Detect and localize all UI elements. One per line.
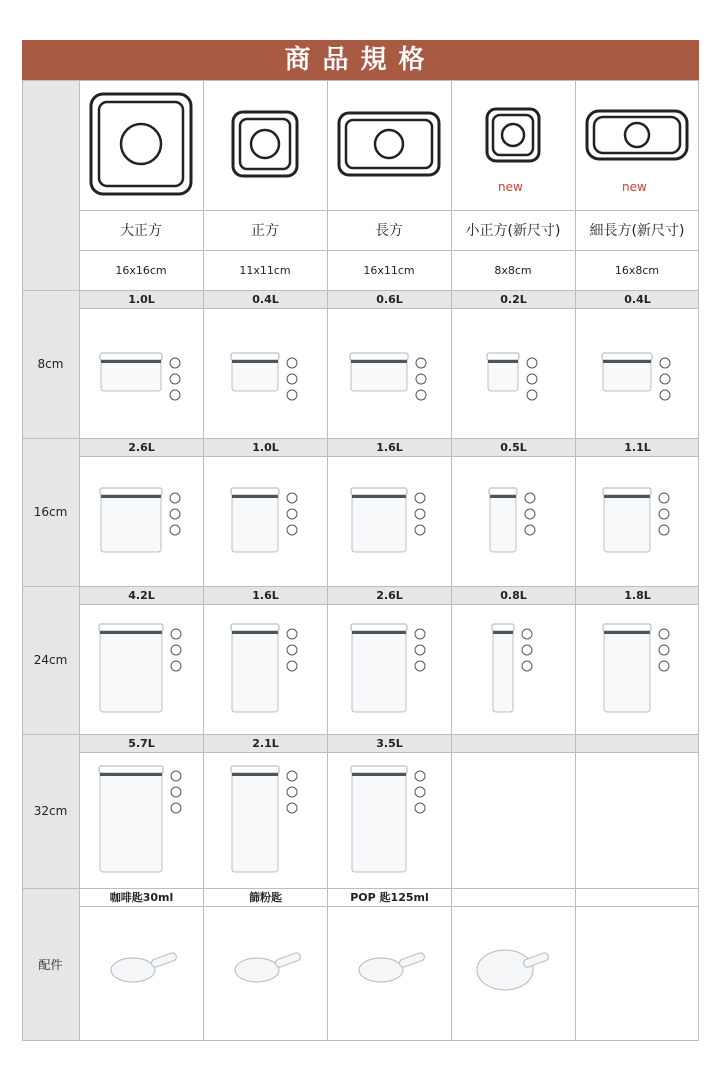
food-icons [170,493,180,535]
container-image [603,624,651,712]
row-divider [22,290,699,291]
volume-label: 0.4L [576,290,699,308]
volume-label: 0.5L [452,438,575,456]
accessory-label [452,888,575,906]
volume-label: 1.0L [204,438,327,456]
volume-label: 1.6L [328,438,451,456]
volume-label: 1.0L [80,290,203,308]
container-image [351,488,407,552]
row-height-label: 32cm [22,734,79,888]
container-image [351,766,407,872]
column-size: 16x16cm [115,263,167,277]
spec-table [22,80,699,1042]
food-icons [415,771,425,813]
row-divider [79,308,699,309]
food-icons [170,358,180,400]
header-corner [22,80,79,290]
table-border [698,80,699,1041]
container-image [231,488,279,552]
volume-label: 3.5L [328,734,451,752]
column-divider [327,80,328,1041]
row-divider [22,888,699,889]
row-divider [22,438,699,439]
container-image [489,488,517,552]
accessory-label: 篩粉匙 [204,888,327,906]
column-size: 11x11cm [239,263,291,277]
shape-icon-small-square [451,80,575,190]
container-image [603,488,651,552]
volume-label: 0.4L [204,290,327,308]
food-icons [659,493,669,535]
row-height-label: 16cm [22,438,79,586]
volume-label: 2.6L [80,438,203,456]
volume-label: 2.1L [204,734,327,752]
volume-label: 1.8L [576,586,699,604]
column-name: 小正方(新尺寸) [465,223,561,239]
container-image [231,624,279,712]
accessory-label [576,888,699,906]
food-icons [525,493,535,535]
row-divider [79,752,699,753]
food-icons [171,629,181,671]
container-image [99,766,163,872]
column-name: 正方 [251,223,279,239]
food-icons [171,771,181,813]
column-divider [203,80,204,1041]
column-divider [575,80,576,1041]
shape-icon-large-square [79,80,203,208]
volume-label: 0.2L [452,290,575,308]
scoop-image [235,952,302,982]
container-image [231,766,279,872]
container-image [492,624,514,712]
food-icons [415,493,425,535]
shape-icon-square [203,80,327,208]
container-image [351,624,407,712]
container-image [100,353,162,391]
container-image [100,488,162,552]
volume-label [452,734,575,752]
new-badge: new [498,180,523,194]
table-border [22,80,23,1041]
scoop-image [111,952,178,982]
row-divider [79,604,699,605]
volume-label: 0.8L [452,586,575,604]
column-name: 長方 [375,223,403,239]
row-divider [79,210,699,211]
accessory-label: POP 匙125ml [328,888,451,906]
food-icons [522,629,532,671]
food-icons [416,358,426,400]
column-size: 8x8cm [494,263,532,277]
volume-label: 5.7L [80,734,203,752]
accessory-label: 咖啡匙30ml [80,888,203,906]
column-size: 16x8cm [614,263,660,277]
volume-label: 1.6L [204,586,327,604]
food-icons [527,358,537,400]
row-height-label: 8cm [22,290,79,438]
row-divider [22,734,699,735]
scoop-image [359,952,426,982]
volume-label: 2.6L [328,586,451,604]
volume-label [576,734,699,752]
page-title: 商品規格 [22,40,699,80]
row-divider [79,906,699,907]
container-image [231,353,279,391]
column-name: 細長方(新尺寸) [589,223,685,239]
volume-label: 1.1L [576,438,699,456]
food-icons [287,493,297,535]
new-badge: new [622,180,647,194]
column-size: 16x11cm [363,263,415,277]
table-border [22,80,699,81]
row-divider [22,586,699,587]
table-border [22,1040,699,1041]
food-icons [660,358,670,400]
column-name: 大正方 [120,223,162,239]
shape-icon-slim-rectangle [575,80,699,190]
food-icons [659,629,669,671]
food-icons [415,629,425,671]
row-divider [79,250,699,251]
volume-label: 4.2L [80,586,203,604]
container-image [487,353,519,391]
container-image [350,353,408,391]
food-icons [287,629,297,671]
scoop-image [477,950,550,990]
accessories-label: 配件 [22,888,79,1040]
shape-icon-rectangle [327,80,451,208]
column-divider [79,80,80,1041]
row-height-label: 24cm [22,586,79,734]
food-icons [287,771,297,813]
column-divider [451,80,452,1041]
row-divider [79,456,699,457]
container-image [99,624,163,712]
food-icons [287,358,297,400]
container-image [602,353,652,391]
volume-label: 0.6L [328,290,451,308]
